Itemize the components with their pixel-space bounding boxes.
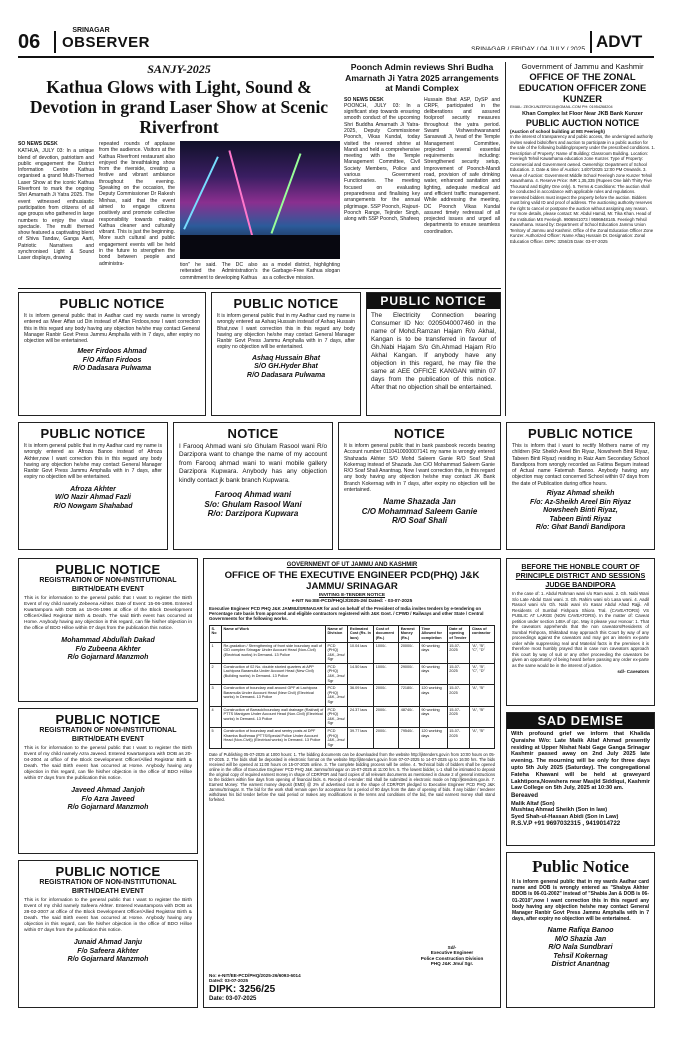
table-cell: 39.77 lacs — [348, 728, 374, 749]
tender-intro: Executive Engineer PCD PHQ J&K JAMMU/SRINAGAR for and on behalf of the President of India invites tenders by e-tendering on Percentage rate basis from approved and eligible contractors registered with J&K Govt. / CPWD / Railways and other State / Central Governments for the following works. — [209, 605, 484, 622]
signatory: Nowsheeh Binti Riyaz, — [543, 507, 618, 515]
column-header: Earnest Money (Rs.) — [399, 625, 420, 642]
birth-notice-2 — [18, 708, 198, 854]
story-kicker: SANJY-2025 — [147, 62, 211, 76]
table-row — [210, 642, 495, 663]
notice-sub: REGISTRATION OF NON-INSTITUTIONAL BIRTH/DEATH EVENT — [39, 577, 177, 593]
notice-title: NOTICE — [227, 426, 279, 441]
signatory: R/O Dadasara Pulwama — [72, 365, 152, 373]
table-cell: 15-07-2025 — [447, 663, 470, 684]
signatory: Tehsil Kokernag — [553, 952, 608, 960]
signatory: R/o: Ghat Bandi Bandipora — [535, 524, 626, 532]
notice-sub: REGISTRATION OF NON-INSTITUTIONAL BIRTH/DEATH EVENT — [39, 879, 177, 895]
column-header: Class of contractor — [470, 625, 495, 642]
signatory: S/O GH.Hyder Bhat — [254, 363, 318, 371]
date-line — [415, 38, 585, 50]
section-label — [590, 31, 654, 53]
table-cell: "A", "B" — [470, 728, 495, 749]
signatory: S/o: Ghulam Rasool Wani — [204, 499, 302, 509]
brand-logo — [62, 27, 182, 55]
bereaved-label: Bereaved — [511, 793, 539, 800]
table-cell: 36.09 lacs — [348, 685, 374, 706]
table-row — [210, 728, 495, 749]
court-sign: sd/- Caveators — [617, 669, 649, 674]
bereaved-name: Mushtaq Ahmad Sheikh (Son in law) — [511, 807, 608, 814]
signatory: Junaid Ahmad Janju — [73, 939, 143, 946]
column-header: Estimated Cost (Rs. In lacs) — [348, 625, 374, 642]
public-notice-4 — [506, 422, 655, 550]
public-notice-last — [506, 852, 655, 1008]
table-cell: "A", "B" — [470, 706, 495, 727]
notice-body: This is for information to the general public that I want to register the Birth Event of my child namely Zebeena Akhter. Date of Event: 15-06-1996. Entered Kwartampora with DOB as 15-06-1996 at office of the Block Development Officer/Allied Registrar Birth & Death. The said Birth event has occurred at Home. Anybody having any objection in this regard, can file his/her objection in the office of BDO Hilloe within 07 days from the publication this notice. — [24, 596, 192, 631]
table-cell: 72180/- — [399, 685, 420, 706]
table-cell: 15-07-2025 — [447, 642, 470, 663]
table-cell: PCD (PHQ) J&K, Jmu/ Sgr — [326, 706, 348, 727]
signatory: Farooq Ahmad wani — [214, 490, 292, 500]
ee-sign: Sd/- — [447, 944, 457, 950]
row-rule — [18, 288, 501, 289]
signatory: R/O Nowgam Shahabad — [53, 502, 133, 510]
notice-title: PUBLIC NOTICE — [527, 426, 633, 441]
table-cell: 15-07-2025 — [447, 706, 470, 727]
page-number-text: 06 — [18, 31, 41, 53]
table-row — [210, 706, 495, 727]
column-header: Date of opening of Tender — [447, 625, 470, 642]
laser-show-photo — [180, 141, 340, 259]
table-cell: Construction of boundary wall around GPF at Lachipora Baramulla Under Account Head (New Civil) (Electrical works) In Demand- 13 Police — [222, 685, 326, 706]
notice-title: PUBLIC NOTICE — [55, 562, 161, 577]
table-cell: 1 — [210, 642, 222, 663]
bereaved-name: Malik Altaf (Son) — [511, 800, 555, 807]
column-header: S. No — [210, 625, 222, 642]
tender-notice — [203, 558, 501, 1008]
table-cell: 90 working days — [419, 663, 447, 684]
story-headline: Poonch Admin reviews Shri Budha Amarnath Ji Yatra 2025 arrangements at Mandi Complex — [345, 62, 499, 93]
signatory: R/O Nala Sundbrari — [548, 944, 613, 952]
signatory: M/O Shazia Jan — [554, 935, 607, 943]
electricity-notice — [366, 292, 501, 416]
column-header: Name of Work — [222, 625, 326, 642]
story-column: repeated rounds of applause from the audience. Visitors at the Kathua Riverfront restaurant also enjoyed the breathtaking show from the riverside, creating a festive and vibrant ambiance throughout the evening. Speaking on the occasion, the Deputy Commissioner Dr Rakesh Minhas, said that the event aimed to engage citizens positively and promote collective responsibility towards making Kathua cleaner and culturally vibrant. This is just the beginning. More such cultural and public engagement events will be held in the future to strengthen the bond between people and administra- — [99, 141, 175, 267]
notice-title: PUBLIC NOTICE — [233, 296, 339, 311]
table-cell: 90 working days — [419, 642, 447, 663]
dipk-date: Date: 03-07-2025 — [209, 996, 257, 1002]
table-cell: PCD (PHQ) J&K, Jmu/ Sgr — [326, 663, 348, 684]
signatory: R/o Gojarnard Manzmoh — [67, 956, 149, 963]
table-cell: 48740/- — [399, 706, 420, 727]
poonch-story — [344, 62, 500, 284]
ee-sign: Police Construction Division — [420, 955, 484, 961]
notice-sub: REGISTRATION OF NON-INSTITUTIONAL BIRTH/DEATH EVENT — [39, 727, 177, 743]
table-cell: 3 — [210, 685, 222, 706]
table-cell: 120 working days — [419, 685, 447, 706]
signatory: Javeed Ahmad Janjoh — [71, 787, 145, 794]
table-cell: "A", "B", "C", "D" — [470, 663, 495, 684]
notice-shazada — [338, 422, 501, 550]
story-column: Hussain Bhat ASP, DySP and CRPF, participated in the deliberations and assured foolproof security measures throughout the yatra period. Swami Vishweshwaranand Saraswati Ji, head of the Temple Management Committee, projected several essential requirements including: Strengthened security setup, Improvement of Poonch-Mandi road, provision of safe drinking water, enhanced sanitation and lighting, adequate medical aid and efficient traffic management. While addressing the meeting, DC Poonch Vikas Kundal assured timely redressal of all projected issues and urged all departments to ensure seamless coordination. — [424, 96, 500, 235]
table-cell: Construction of boundary wall and sentry posts at DPF Khamba Budhmaa (PTTS/Special Police Under Account Head (Non-Civil)) (Electrical works) In Demand- 13 Police — [222, 728, 326, 749]
table-cell: 2 — [210, 663, 222, 684]
table-cell: 15-07-2025 — [447, 685, 470, 706]
court-title: BEFORE THE HONBLE COURT OF PRINCIPLE DISTRICT AND SESSIONS JUDGE BANDIPORA — [515, 562, 646, 589]
notice-title: PUBLIC AUCTION NOTICE — [525, 117, 640, 128]
notice-body: This is for information to the general public that I want to register the Birth Event of my child namely Safeera Akhter. Entered Kwartampora with DOB as 28-02-2007 at office of the Block Development Officer/Allied Registrar Birth & Death. The said Birth event has occurred at Home. Anybody having any objection in this regard, can file his/her objection in the office of BDO Hilloe within 07 days from the publication this notice. — [24, 898, 192, 933]
demise-body: With profound grief we inform that Khalida Quraishe W/o: Late Malik Altaf Ahmad presently residing at Upper Nishat Nabi Gage Ganga Srinagar Kashmir passed away on 2nd July 2025 late evening. The mourning will be only for three days upto 5th July 2025 (Saturday). The congregational Fateha Khawani will be held at graveyard Lakhtipora,Nowshera near Masjid Siddiqui, Kashmir Law College on 5th July, 2025 at 10:30 am. — [511, 731, 650, 792]
signatory: Mohammad Abdullah Dakad — [61, 637, 155, 644]
ee-sign: PHQ J&K Jmu/ Sgr. — [430, 961, 474, 967]
demise-title: SAD DEMISE — [507, 713, 654, 729]
signatory: W/O Nazir Ahmad Fazli — [55, 494, 131, 502]
column-header: Time Allowed for completion — [419, 625, 447, 642]
table-header-row — [210, 625, 495, 642]
signatory: Name Rafiqa Banoo — [547, 927, 614, 935]
notice-body: It is inform general public that in Aadhar card my wards name is wrongly entered as Meer Affan ud Din instead of Affan Firdoos,now I want correction this in this regard any body having any objection he/she may contact General Manager Ranbir Govt Press Jammu Amphalla with in 7 days, after expiry no objection will be entertained. — [24, 313, 200, 345]
notice-title: PUBLIC NOTICE — [40, 426, 146, 441]
signatory: Riyaz Ahmad sheikh — [546, 490, 615, 498]
lead-story — [18, 62, 340, 284]
divider — [54, 31, 56, 53]
notice-body: The Electricity Connection bearing Consumer ID No: 0205040007460 in the name of Mohd.Ramzan Hajam R/o Akhal, Kangan is to be transferred in favour of Gh.Nabi Hajam S/o Gh.Ahmad Hajam R/o Akhal Kangan. If anybody have any objection in this regard, he may file the same at AEE OFFICE KANGAN within 07 days from the publication of this notice. After that no objection shall be entertained. — [371, 312, 496, 391]
notice-body: In the interest of transparency and public access, the undersigned authority invites sealed bids/offers and auction to participate in a public auction for the sale of the following building/property under the prescribed conditions. 1. Description of Property: Name of Building: Classroom Building. Location: Feeriegh Tehsil Kawarhama education zone Kunzer. Type of Property: Commercial and Government owned. Ownership: Department of School Education. 2. Date & time of Auction: 14/07/2025 12:00 PM Onwards. 3. Venue of Auction: Government Middle School Feeriegh zone Kunzer Tehsil Kawarhama. 4. Reserve Price: INR 1,35,335 (Rupees One lakh Thirty Five Thousand and Eighty One only). 5. Terms & Conditions: The auction shall be conducted in accordance with applicable rules and regulations. Interested bidders must inspect the property before the auction. Bidders must bring valid ID and proof of address. The auctioning authority reserves the right to cancel or postpone the auction without assigning any reason. For more details, please contact: Mr. Abdul Hamid, Mr. Tika Khan. Head of the Institution MS Feeriegh. 9906941073 / 9596948145. Feeriegh Tehsil Kawarhama. Issued by: Department of School Education Jammu Union Territory of Jammu and Kashmir. Office of the Zonal Education Officer Zone Kunzer. Authorized Officer: Name Aftaq Hussain Dr. Designation: Zonal Education Officer. DIPK: 3256/25 Date: 03-07-2025 — [510, 134, 655, 244]
signatory: F/O Affan Firdoos — [82, 356, 142, 364]
signatory: Name Shazada Jan — [383, 497, 456, 507]
story-column: POONCH, JULY 03: In a significant step towards ensuring smooth conduct of the upcoming Shri Buddha Amarnath Ji Yatra-2025, Deputy Commissioner Poonch, Vikas Kundal, today visited the revered shrine at Mandi and held a comprehensive meeting with the Temple Management Committee, Civil Society Members, Police and various Government Functionaries. The meeting focused on evaluating preparedness and finalising key arrangements for the annual pilgrimage. SSP Poonch, Rajouri-Poonch Range, Tejinder Singh, along with SSP Poonch, Shafeeq — [344, 102, 420, 223]
table-cell: PCD (PHQ) J&K, Jmu/ Sgr — [326, 685, 348, 706]
dipk-number: DIPK: 3256/25 — [209, 984, 276, 995]
signatory: R/o: Darzipora Kupwara — [207, 509, 299, 519]
table-cell: 1000/- — [374, 663, 399, 684]
table-cell: "A", "B", "C", "D" — [470, 642, 495, 663]
signatory: F/o Safeera Akhter — [77, 947, 139, 955]
court-body: In the case of: 1. Abdul Rahman wani s/o Ram wani. 2. Gh. Nabi Wani S/o Late Abdul Gani wani. 3. Gh. Rahim wani s/o Lasa wani. 4. Aadil Rasool wani s/o Gh. Nabi wani r/o Kasar Abdul Ahad Rajji. All Residents of Sumbal Fishpora Shiora Tral. (CAVEATORS) VS PUBLIC AT LARGE (NON CAVEATORS). In the matter of: Caveat petition under section 148A of cpc. May it please your Honour: 1. That the caveators apprehends that the non caveators/Residents of Sumbal Fishpora, Shiktabad may approach this Court by way of any proceedings against the caveators and may get an interim ex-parte order while suppressing real and Material facts in the premises it is therefore most humbly prayed that in case non caveators approach this court by way of suit or any other proceeding the caveators be given an opportunity of being heard before passing any order ex-parte as the same would be in the interest of justice. — [512, 591, 649, 668]
brand-top: SRINAGAR — [72, 27, 110, 34]
signatory: R/O Dadasara Pulwama — [246, 371, 326, 379]
notice-body: It is inform general public that in my Aadhar card my name is wrongly entered as Ashaq Hussain instead of Ashaq Hussain Bhat,now I want correction this in this regard any body having any objection he/she may contact General Manager Ranbir Govt Press Jammu Amphalla with in 7 days, after expiry no objection will be entertained. — [217, 313, 355, 351]
brand-name: OBSERVER — [62, 34, 150, 51]
table-cell: 120 working days — [419, 728, 447, 749]
signatory: R/o Gojarnard Manzmoh — [67, 804, 149, 811]
tender-ref: e-NIT No:EE-PCD/PHQ/J/2025-26/ Dated: - 03-07-2025 — [291, 598, 413, 604]
birth-notice-1 — [18, 558, 198, 702]
story-column: as a model district, highlighting the Garbage-Free Kathua slogan as a collective mission. — [262, 262, 340, 281]
column-header: Cost of document (Rs.) — [374, 625, 399, 642]
table-cell: PCD (PHQ) J&K, Jmu/ Sgr — [326, 728, 348, 749]
notice-title: Public Notice — [532, 857, 629, 876]
notice-body: I Farooq Ahmad wani s/o Ghulam Rasool wani R/o Darzipora want to change the name of my account from Farooq ahmad wani to wani mobile gallery Darzipora Kupwara. Anybody has any objection kindly contact jk bank branch Kupwara. — [179, 443, 327, 484]
rsvp-contact: R.S.V.P +91 9697032315 , 9419014722 — [511, 820, 621, 828]
bereaved-name: Syed Shah-ul-Hassan Abidi (Son in Law) — [511, 813, 619, 820]
table-cell: 5 — [210, 728, 222, 749]
notice-body: It is inform general public that in my Aadhar card my name is wrongly entered as Afroza Banoo instead of Afroza Akhter,now I want correction this in this regard any body having any objection he/she may contact General Manager Ranbir Govt Press Jammu Amphalla with in 7 days, after expiry no objection will be entertained. — [24, 443, 162, 481]
office-address: Khan Complex Ist Floor Near JKB Bank Kunzer — [522, 110, 643, 117]
notice-body: It is inform general public that in my wards Aadhar card name and DOB is wrongly entered as "Shabya Akhter BDOB is 06-01-2002" instead of "Shabia Jan & DOB is 06-01-2010",now I want correction this in this regard any body having any objection he/she may contact General Manager Ranbir Govt Press Jammu Amphalla with in 7 days, after expiry no objection will be entertained. — [512, 879, 649, 923]
table-cell: 90 working days — [419, 706, 447, 727]
gov-heading: Government of Jammu and Kashmir — [521, 62, 644, 71]
signatory: R/O Soaf Shali — [391, 516, 448, 526]
notice-body: It is inform general public that in bank passbook records bearing Account number 0110410000007141 my name is wrongly entered Shahzada Akhter S/O Mohd Saleem Ganie R/O Soaf Shali Kokernag instead of Shazada Jan C/O Mohammad Saleem Ganie R/O Soaf Shali Anantnag. Now I want correction this, in this regard any body having any objection he/she may contact JK Bank Branch Kokernag with in 7 days, after expiry no objection will be entertained. — [344, 443, 495, 494]
table-cell: 20000/- — [399, 642, 420, 663]
public-notice-1 — [18, 292, 206, 416]
table-cell: 14.50 lacs — [348, 663, 374, 684]
table-cell: 2000/- — [374, 685, 399, 706]
page-number — [18, 30, 52, 54]
kunzer-auction-notice — [505, 62, 655, 416]
table-cell: Construction of 02 No. double storied quarters at APP Lachipora Baramulla Under Account Head (New Civil) (Building works) In Demand- 13 Police — [222, 663, 326, 684]
table-cell: PCD (PHQ) J&K, Jmu/ Sgr — [326, 642, 348, 663]
table-row — [210, 663, 495, 684]
signatory: F/o Azra Javeed — [81, 795, 135, 803]
notice-title: PUBLIC NOTICE — [55, 712, 161, 727]
section-text: ADVT — [596, 32, 643, 51]
story-headline: Kathua Glows with Light, Sound & Devotion in grand Laser Show at Scenic Riverfront — [29, 77, 329, 137]
ee-sign: Executive Engineer — [430, 950, 474, 956]
masthead-rule — [18, 56, 654, 58]
signatory: Tabeen Binti Riyaz — [549, 515, 612, 523]
story-byline: SO NEWS DESK — [344, 96, 384, 103]
table-cell: 24.37 lacs — [348, 706, 374, 727]
table-cell: Re-gradation / Strengthening of front side boundary wall of CID complex Srinagar Under Account Head (Non-Civil) (Electrical works) In Demand- 13 Police — [222, 642, 326, 663]
notice-title: PUBLIC NOTICE — [367, 293, 500, 309]
table-cell: Construction of Barrack/boundary wall drainage (Rakhat) of PTTS Manigam Under Account Head (Non-Civil) (Electrical works) In Demand- 13 Police — [222, 706, 326, 727]
tender-footer-date: Dated: 03-07-2025 — [209, 978, 249, 984]
table-cell: 4 — [210, 706, 222, 727]
gov-heading: GOVERNMENT OF UT JAMMU AND KASHMIR — [286, 562, 418, 568]
table-cell: 2000/- — [374, 728, 399, 749]
notice-body: This is for information to the general public that I want to register the Birth Event of my child namely Azra Javeed. Entered Kwartampora with DOB as 20-04-2004 at office of the Block Development Officer/Allied Registrar Birth & Death. The said Birth event has occurred at Home. Anybody having any objection in this regard, can file his/her objection in the office of BDO Hilloe within 07 days from the publication this notice. — [24, 746, 192, 781]
notice-farooq — [173, 422, 333, 550]
signatory: Meer Firdoos Ahmad — [77, 348, 147, 356]
court-caveat — [506, 558, 655, 706]
tender-sub: INVITING E-TENDER NOTICE — [318, 592, 386, 598]
signatory: F/o Zubeena Akhter — [75, 645, 141, 653]
table-cell: 2000/- — [374, 706, 399, 727]
signatory: R/o Gojarnard Manzmoh — [67, 654, 149, 661]
notice-sub: (Auction of school building at MS Feeriegh) — [510, 128, 605, 134]
notice-title: PUBLIC NOTICE — [55, 864, 161, 879]
tender-table — [209, 625, 495, 750]
tender-footer-no: No: e-NIT/EE-PCD/PHQ/2025-26/6093-6014 — [209, 972, 301, 978]
signatory: Ashaq Hussain Bhat — [251, 354, 321, 362]
signatory: F/o: Az-Sheikh Areel Bin Riyaz — [530, 498, 631, 506]
table-row — [210, 685, 495, 706]
table-cell: 29000/- — [399, 663, 420, 684]
sad-demise — [506, 712, 655, 846]
birth-notice-3 — [18, 860, 198, 1008]
table-cell: "A", "B" — [470, 685, 495, 706]
story-column: tion" he said. The DC also reiterated the Administration's commitment to developing Kathua — [180, 262, 258, 281]
office-heading: OFFICE OF THE ZONAL EDUCATION OFFICER ZONE KUNZER — [518, 71, 647, 104]
table-cell: 1000/- — [374, 642, 399, 663]
signatory: District Anantnag — [551, 961, 610, 969]
public-notice-2 — [211, 292, 361, 416]
email-line: EMAIL: ZEOKUNZER2015@GMAIL.COM PH: 01954268204 — [510, 105, 613, 109]
notice-title: NOTICE — [394, 426, 445, 441]
signatory: C/O Mohammad Saleem Ganie — [361, 506, 478, 516]
office-heading: OFFICE OF THE EXECUTIVE ENGINEER PCD(PHQ) J&K JAMMU/ SRINAGAR — [224, 569, 480, 592]
signatory: Afroza Akhter — [70, 485, 116, 493]
column-header: Name of Division — [326, 625, 348, 642]
notice-body: This is inform that i want to rectify Mothers name of my children (Riz Sheikh Areel Bin Riyaz, Nowsheeh Binti Riyaz, Tabeen Binti Riyaz) residing in Raiz Aam Secondary School Bandipora from wrongly recorded as Fatima Begum instead of Actual name Fatemah Banoo. Anybody having any objection may contact concerned School within 07 days from the date of Publication during office hours. — [512, 443, 649, 487]
date-line-text: SRINAGAR / FRIDAY / 04 JULY / 2025 — [471, 46, 585, 50]
table-cell: 15-07-2025 — [447, 728, 470, 749]
table-cell: 79540/- — [399, 728, 420, 749]
tender-terms: Date of Publishing 05-07-2025 at 1000 hours: 1. The bidding documents can be downloaded from the website http://jktenders.gov.in from 10:00 hours on 05-07-2025. 2. The bids shall be deposited in electronic format on the website http://jktenders.gov.in from 07-07-2025 to 14-07-2025 up to 16:00 hrs. The bids received will be opened at 11:00 hours on 15-07-2025 online. 3. The complete bidding process will be online. 4. Technical bids of bidders shall be opened online in the office of Executive Engineer PCD PHQ J&K Jammu/Srinagar on 15-07-2025 at 11:00 hrs. 5. The lowest bidder, L-1 shall be intimated to deposit the original copy of required earnest money in shape of CDR/FDR and hard copies of all relevant documents as mentioned in clause 2 of general instructions to the bidders within five days from opening of financial bids. 6. Receipt of e-tender: Bid shall be submitted in electronic mode on http://jktenders.gov.in. 7. Earnest Money: The earnest money deposit (EMD) @ 2% of advertised cost in the shape of CDR/FDR pledged to Executive Engineer PCD PHQ J&K Jammu/Srinagar. 8. The bid for the work shall remain open for acceptance for a period of 90 days from the date of opening of bids. If any bidder / tenderer withdraws his bid tender before the said period or makes any modifications in the terms and conditions of the bid, the said earnest money shall stand forfeited. — [209, 752, 495, 803]
table-cell: 10.04 lacs — [348, 642, 374, 663]
story-column: KATHUA, JULY 03: In a unique blend of devotion, patriotism and public engagement the District Information Centre Kathua organised a grand Multi-Themed Laser Show at the iconic Kathua Riverfront to mark the ongoing Shri Amarnath Ji Yatra 2025. The event witnessed enthusiastic participation from citizens of all age groups who gathered in large numbers to enjoy the visual spectacle. The multi themed show featured a captivating blend of Shiva Tandav, Ganga Aarti, Patriotic Narratives and synchronised Light & Sound Laser displays, drawing — [18, 148, 94, 262]
notice-title: PUBLIC NOTICE — [59, 296, 165, 311]
public-notice-3 — [18, 422, 168, 550]
story-byline: SO NEWS DESK — [18, 141, 58, 147]
